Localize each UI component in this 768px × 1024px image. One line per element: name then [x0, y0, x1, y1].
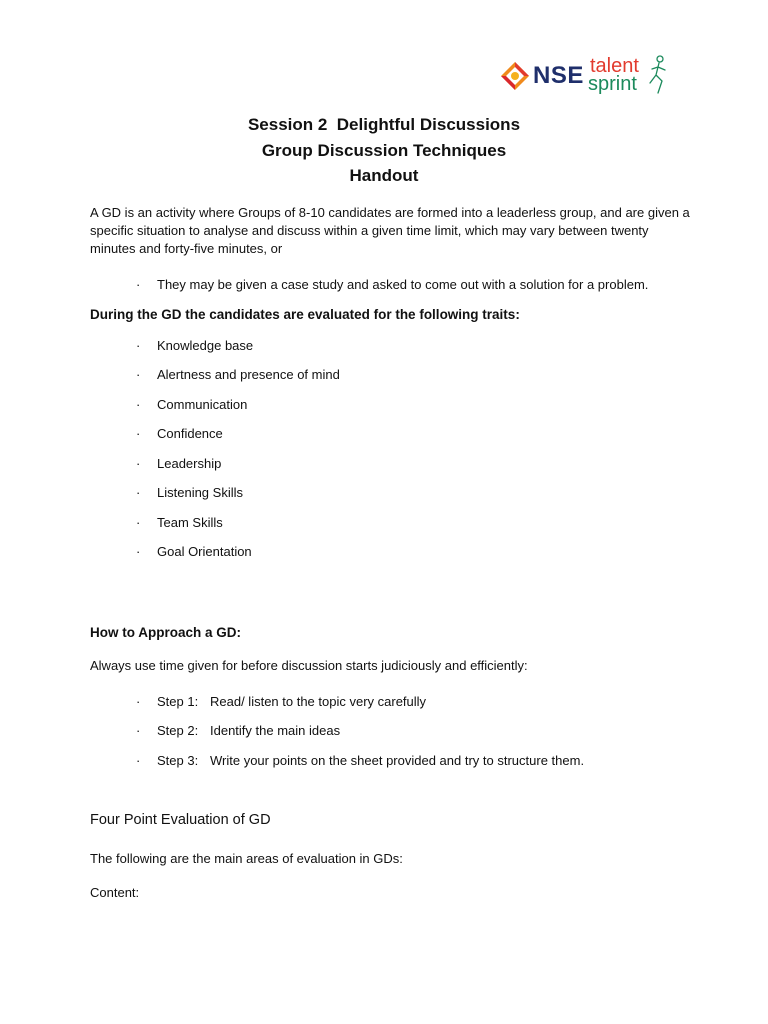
trait-label: Knowledge base [157, 338, 254, 353]
bullet-marker: · [136, 544, 141, 559]
step-text: Write your points on the sheet provided and try to structure them. [210, 753, 585, 768]
evaluation-heading: Four Point Evaluation of GD [90, 812, 271, 828]
step-number: Step 1: [157, 694, 199, 709]
bullet-marker: · [136, 515, 141, 530]
logo-sprint-text: sprint [588, 73, 637, 95]
bullet-marker: · [136, 367, 141, 382]
session-title: Session 2 Delightful Discussions [247, 115, 521, 134]
logo-nse-text: NSE [533, 62, 584, 89]
intro-paragraph: A GD is an activity where Groups of 8-10 candidates are formed into a leaderless group, and are given a specific situation to analyse and discuss within a given time limit, which may vary between twenty minutes and forty-five minutes, or [90, 205, 690, 256]
evaluation-lead: The following are the main areas of evaluation in GDs: [90, 851, 403, 866]
step-text: Identify the main ideas [210, 723, 341, 738]
handout-title: Handout [349, 166, 419, 185]
approach-lead: Always use time given for before discussion starts judiciously and efficiently: [90, 658, 528, 673]
trait-label: Alertness and presence of mind [157, 367, 340, 382]
nse-talentsprint-logo [500, 54, 670, 100]
intro-bullet-text: They may be given a case study and asked to come out with a solution for a problem. [157, 277, 649, 292]
approach-heading: How to Approach a GD: [90, 625, 241, 640]
bullet-marker: · [136, 485, 141, 500]
document-title-block [0, 112, 768, 189]
traits-heading: During the GD the candidates are evaluated for the following traits: [90, 307, 520, 322]
runner-icon [646, 55, 668, 97]
trait-label: Team Skills [157, 515, 223, 530]
step-number: Step 2: [157, 723, 199, 738]
bullet-marker: · [136, 753, 141, 768]
content-label: Content: [90, 885, 140, 900]
trait-label: Listening Skills [157, 485, 243, 500]
bullet-marker: · [136, 456, 141, 471]
nse-logo-mark-icon [500, 61, 530, 91]
step-text: Read/ listen to the topic very carefully [210, 694, 427, 709]
trait-label: Confidence [157, 426, 223, 441]
topic-title: Group Discussion Techniques [261, 140, 507, 160]
bullet-marker: · [136, 338, 141, 353]
logo-talent-text: talent [590, 55, 639, 77]
bullet-marker: · [136, 277, 141, 292]
bullet-marker: · [136, 694, 141, 709]
trait-label: Communication [157, 397, 248, 412]
bullet-marker: · [136, 723, 141, 738]
trait-label: Leadership [157, 456, 222, 471]
bullet-marker: · [136, 397, 141, 412]
trait-label: Goal Orientation [157, 544, 252, 559]
bullet-marker: · [136, 426, 141, 441]
step-number: Step 3: [157, 753, 199, 768]
